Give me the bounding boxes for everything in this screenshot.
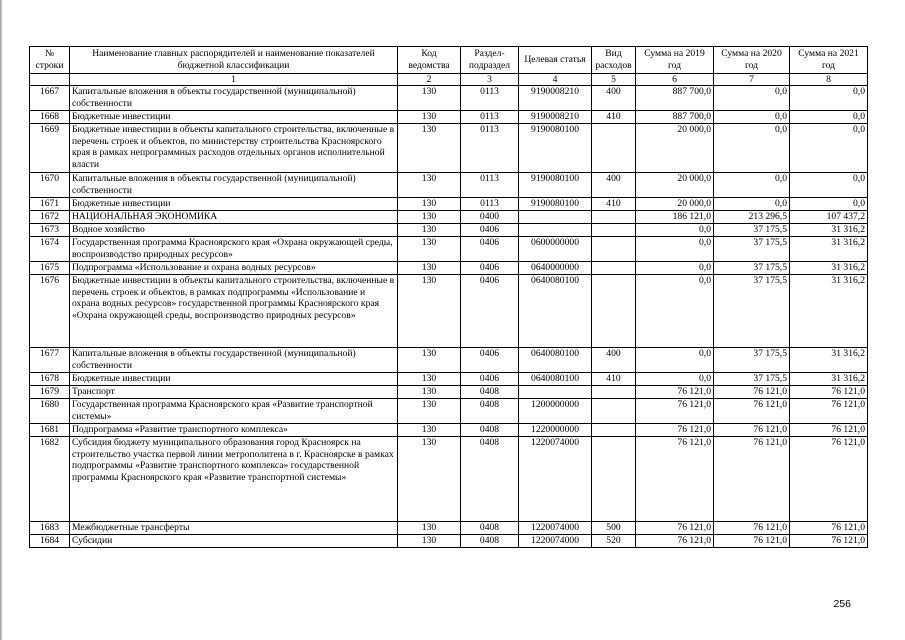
- row-sum-2020: 213 296,5: [714, 211, 790, 224]
- row-sum-2019: 76 121,0: [636, 386, 714, 399]
- column-number: 7: [714, 74, 790, 86]
- row-sum-2020: 0,0: [714, 198, 790, 211]
- row-sum-2020: 76 121,0: [714, 399, 790, 424]
- row-sum-2021: 76 121,0: [790, 522, 868, 535]
- row-section: 0408: [461, 522, 519, 535]
- row-sum-2019: 0,0: [636, 373, 714, 386]
- row-number: 1668: [30, 111, 70, 124]
- row-target-item: 1200000000: [519, 399, 592, 424]
- row-expense-kind: 400: [592, 173, 636, 198]
- table-row: [30, 522, 868, 535]
- scan-edge-shadow: [0, 0, 3, 640]
- row-sum-2020: 37 175,5: [714, 224, 790, 237]
- row-sum-2021: 76 121,0: [790, 424, 868, 437]
- header-sum-2021: Сумма на 2021 год: [790, 47, 868, 74]
- row-dept-code: 130: [398, 424, 461, 437]
- row-sum-2020: 37 175,5: [714, 237, 790, 262]
- row-sum-2019: 186 121,0: [636, 211, 714, 224]
- row-target-item: 0640080100: [519, 275, 592, 348]
- row-dept-code: 130: [398, 173, 461, 198]
- table-row: [30, 173, 868, 198]
- row-sum-2020: 76 121,0: [714, 437, 790, 522]
- row-number: 1672: [30, 211, 70, 224]
- row-name: Капитальные вложения в объекты государственной (муниципальной) собственности: [70, 173, 398, 198]
- row-section: 0408: [461, 386, 519, 399]
- row-sum-2019: 76 121,0: [636, 522, 714, 535]
- column-number: 1: [70, 74, 398, 86]
- row-number: 1682: [30, 437, 70, 522]
- header-sum-2020: Сумма на 2020 год: [714, 47, 790, 74]
- column-number: 6: [636, 74, 714, 86]
- row-name: Подпрограмма «Развитие транспортного комплекса»: [70, 424, 398, 437]
- row-dept-code: 130: [398, 373, 461, 386]
- row-sum-2019: 20 000,0: [636, 124, 714, 173]
- row-target-item: 1220074000: [519, 535, 592, 548]
- row-sum-2019: 0,0: [636, 275, 714, 348]
- table-row: [30, 373, 868, 386]
- row-number: 1667: [30, 86, 70, 111]
- row-target-item: 1220074000: [519, 437, 592, 522]
- row-target-item: 9190080100: [519, 173, 592, 198]
- row-number: 1671: [30, 198, 70, 211]
- table-row: [30, 124, 868, 173]
- row-sum-2021: 0,0: [790, 124, 868, 173]
- row-sum-2021: 31 316,2: [790, 275, 868, 348]
- row-expense-kind: 500: [592, 522, 636, 535]
- row-expense-kind: 410: [592, 373, 636, 386]
- row-sum-2021: 76 121,0: [790, 386, 868, 399]
- row-sum-2019: 0,0: [636, 237, 714, 262]
- row-expense-kind: 400: [592, 348, 636, 373]
- column-numbers-row: [30, 74, 868, 86]
- header-row: [30, 47, 868, 74]
- row-target-item: [519, 211, 592, 224]
- row-sum-2020: 76 121,0: [714, 535, 790, 548]
- row-dept-code: 130: [398, 437, 461, 522]
- column-number: 2: [398, 74, 461, 86]
- row-name: Капитальные вложения в объекты государственной (муниципальной) собственности: [70, 86, 398, 111]
- table-row: [30, 86, 868, 111]
- row-sum-2020: 37 175,5: [714, 275, 790, 348]
- row-sum-2021: 31 316,2: [790, 348, 868, 373]
- row-section: 0408: [461, 399, 519, 424]
- row-sum-2021: 76 121,0: [790, 437, 868, 522]
- row-expense-kind: [592, 262, 636, 275]
- row-target-item: 0600000000: [519, 237, 592, 262]
- row-sum-2020: 0,0: [714, 86, 790, 111]
- row-sum-2019: 0,0: [636, 262, 714, 275]
- table-row: [30, 111, 868, 124]
- row-section: 0406: [461, 262, 519, 275]
- row-dept-code: 130: [398, 124, 461, 173]
- row-sum-2020: 37 175,5: [714, 373, 790, 386]
- row-expense-kind: [592, 399, 636, 424]
- row-number: 1673: [30, 224, 70, 237]
- row-section: 0113: [461, 86, 519, 111]
- table-row: [30, 424, 868, 437]
- column-number: 8: [790, 74, 868, 86]
- row-sum-2019: 76 121,0: [636, 424, 714, 437]
- table-row: [30, 437, 868, 522]
- row-number: 1675: [30, 262, 70, 275]
- header-target-item: Целевая статья: [519, 47, 592, 74]
- column-number: 3: [461, 74, 519, 86]
- row-name: Субсидии: [70, 535, 398, 548]
- table-row: [30, 262, 868, 275]
- row-name: Межбюджетные трансферты: [70, 522, 398, 535]
- row-name: Водное хозяйство: [70, 224, 398, 237]
- row-section: 0406: [461, 275, 519, 348]
- row-sum-2019: 887 700,0: [636, 111, 714, 124]
- header-section: Раздел-подраздел: [461, 47, 519, 74]
- row-target-item: 0640000000: [519, 262, 592, 275]
- table-row: [30, 237, 868, 262]
- row-sum-2019: 20 000,0: [636, 198, 714, 211]
- row-sum-2019: 76 121,0: [636, 399, 714, 424]
- row-name: НАЦИОНАЛЬНАЯ ЭКОНОМИКА: [70, 211, 398, 224]
- row-dept-code: 130: [398, 522, 461, 535]
- row-sum-2019: 0,0: [636, 224, 714, 237]
- row-expense-kind: [592, 237, 636, 262]
- row-name: Капитальные вложения в объекты государственной (муниципальной) собственности: [70, 348, 398, 373]
- header-expense-kind: Вид расходов: [592, 47, 636, 74]
- row-sum-2021: 0,0: [790, 198, 868, 211]
- row-number: 1681: [30, 424, 70, 437]
- table-row: [30, 198, 868, 211]
- row-sum-2021: 31 316,2: [790, 262, 868, 275]
- row-sum-2021: 31 316,2: [790, 224, 868, 237]
- row-dept-code: 130: [398, 348, 461, 373]
- row-expense-kind: [592, 124, 636, 173]
- row-expense-kind: 520: [592, 535, 636, 548]
- row-name: Бюджетные инвестиции в объекты капитального строительства, включенные в перечень строек и объектов, по министерству строительства Красноярского края в рамках непрограммных расходов отдельных органов исполнительной власти: [70, 124, 398, 173]
- row-section: 0113: [461, 124, 519, 173]
- row-name: Бюджетные инвестиции: [70, 111, 398, 124]
- table-row: [30, 224, 868, 237]
- row-sum-2020: 37 175,5: [714, 262, 790, 275]
- row-dept-code: 130: [398, 237, 461, 262]
- row-sum-2021: 0,0: [790, 173, 868, 198]
- row-number: 1677: [30, 348, 70, 373]
- row-number: 1679: [30, 386, 70, 399]
- row-expense-kind: [592, 424, 636, 437]
- table-row: [30, 535, 868, 548]
- column-number: 4: [519, 74, 592, 86]
- row-section: 0406: [461, 348, 519, 373]
- row-section: 0113: [461, 111, 519, 124]
- row-dept-code: 130: [398, 86, 461, 111]
- row-section: 0113: [461, 198, 519, 211]
- row-name: Бюджетные инвестиции: [70, 198, 398, 211]
- row-expense-kind: 410: [592, 198, 636, 211]
- table-row: [30, 399, 868, 424]
- row-sum-2019: 20 000,0: [636, 173, 714, 198]
- row-number: 1674: [30, 237, 70, 262]
- row-expense-kind: [592, 386, 636, 399]
- row-target-item: 1220000000: [519, 424, 592, 437]
- row-sum-2021: 107 437,2: [790, 211, 868, 224]
- table-row: [30, 348, 868, 373]
- row-target-item: [519, 386, 592, 399]
- row-sum-2020: 76 121,0: [714, 386, 790, 399]
- row-dept-code: 130: [398, 211, 461, 224]
- row-dept-code: 130: [398, 111, 461, 124]
- row-name: Подпрограмма «Использование и охрана водных ресурсов»: [70, 262, 398, 275]
- table-row: [30, 275, 868, 348]
- row-expense-kind: 400: [592, 86, 636, 111]
- row-expense-kind: [592, 224, 636, 237]
- row-name: Государственная программа Красноярского края «Охрана окружающей среды, воспроизводство природных ресурсов»: [70, 237, 398, 262]
- row-sum-2021: 76 121,0: [790, 535, 868, 548]
- row-dept-code: 130: [398, 275, 461, 348]
- row-number: 1676: [30, 275, 70, 348]
- row-name: Государственная программа Красноярского края «Развитие транспортной системы»: [70, 399, 398, 424]
- row-dept-code: 130: [398, 535, 461, 548]
- row-section: 0406: [461, 373, 519, 386]
- header-name: Наименование главных распорядителей и наименование показателей бюджетной классификации: [70, 47, 398, 74]
- row-number: 1678: [30, 373, 70, 386]
- row-section: 0113: [461, 173, 519, 198]
- table-row: [30, 386, 868, 399]
- row-number: 1669: [30, 124, 70, 173]
- row-number: 1683: [30, 522, 70, 535]
- row-section: 0406: [461, 224, 519, 237]
- budget-table: [29, 46, 868, 548]
- row-expense-kind: [592, 211, 636, 224]
- row-expense-kind: [592, 275, 636, 348]
- row-sum-2020: 76 121,0: [714, 522, 790, 535]
- row-sum-2020: 76 121,0: [714, 424, 790, 437]
- row-name: Субсидия бюджету муниципального образования город Красноярск на строительство участка первой линии метрополитена в г. Красноярске в рамках подпрограммы «Развитие транспортного комплекса» государственной программы Красноярского края «Развитие транспортной системы»: [70, 437, 398, 522]
- row-section: 0408: [461, 437, 519, 522]
- row-dept-code: 130: [398, 198, 461, 211]
- row-number: 1680: [30, 399, 70, 424]
- row-sum-2020: 0,0: [714, 124, 790, 173]
- row-sum-2019: 76 121,0: [636, 437, 714, 522]
- column-number: 5: [592, 74, 636, 86]
- row-name: Бюджетные инвестиции: [70, 373, 398, 386]
- row-target-item: [519, 224, 592, 237]
- row-sum-2019: 76 121,0: [636, 535, 714, 548]
- row-dept-code: 130: [398, 262, 461, 275]
- row-expense-kind: 410: [592, 111, 636, 124]
- row-target-item: 9190080100: [519, 198, 592, 211]
- column-number: [30, 74, 70, 86]
- row-target-item: 0640080100: [519, 373, 592, 386]
- row-number: 1670: [30, 173, 70, 198]
- row-sum-2021: 31 316,2: [790, 373, 868, 386]
- page-number: 256: [833, 598, 851, 610]
- row-dept-code: 130: [398, 386, 461, 399]
- row-dept-code: 130: [398, 224, 461, 237]
- row-name: Транспорт: [70, 386, 398, 399]
- row-sum-2020: 37 175,5: [714, 348, 790, 373]
- budget-sheet: [29, 46, 867, 548]
- row-sum-2020: 0,0: [714, 173, 790, 198]
- row-target-item: 1220074000: [519, 522, 592, 535]
- table-row: [30, 211, 868, 224]
- row-sum-2021: 31 316,2: [790, 237, 868, 262]
- row-section: 0408: [461, 424, 519, 437]
- row-dept-code: 130: [398, 399, 461, 424]
- row-sum-2021: 76 121,0: [790, 399, 868, 424]
- row-target-item: 9190080100: [519, 124, 592, 173]
- row-name: Бюджетные инвестиции в объекты капитального строительства, включенные в перечень строек и объектов, в рамках подпрограммы «Использование и охрана водных ресурсов» государственной программы Красноярского края «Охрана окружающей среды, воспроизводство природных ресурсов»: [70, 275, 398, 348]
- row-sum-2020: 0,0: [714, 111, 790, 124]
- row-target-item: 9190008210: [519, 111, 592, 124]
- row-sum-2019: 887 700,0: [636, 86, 714, 111]
- row-expense-kind: [592, 437, 636, 522]
- row-target-item: 9190008210: [519, 86, 592, 111]
- row-sum-2021: 0,0: [790, 111, 868, 124]
- row-section: 0406: [461, 237, 519, 262]
- row-section: 0400: [461, 211, 519, 224]
- row-sum-2021: 0,0: [790, 86, 868, 111]
- header-sum-2019: Сумма на 2019 год: [636, 47, 714, 74]
- row-target-item: 0640080100: [519, 348, 592, 373]
- row-section: 0408: [461, 535, 519, 548]
- header-dept-code: Код ведомства: [398, 47, 461, 74]
- header-row-number: № строки: [30, 47, 70, 74]
- row-sum-2019: 0,0: [636, 348, 714, 373]
- row-number: 1684: [30, 535, 70, 548]
